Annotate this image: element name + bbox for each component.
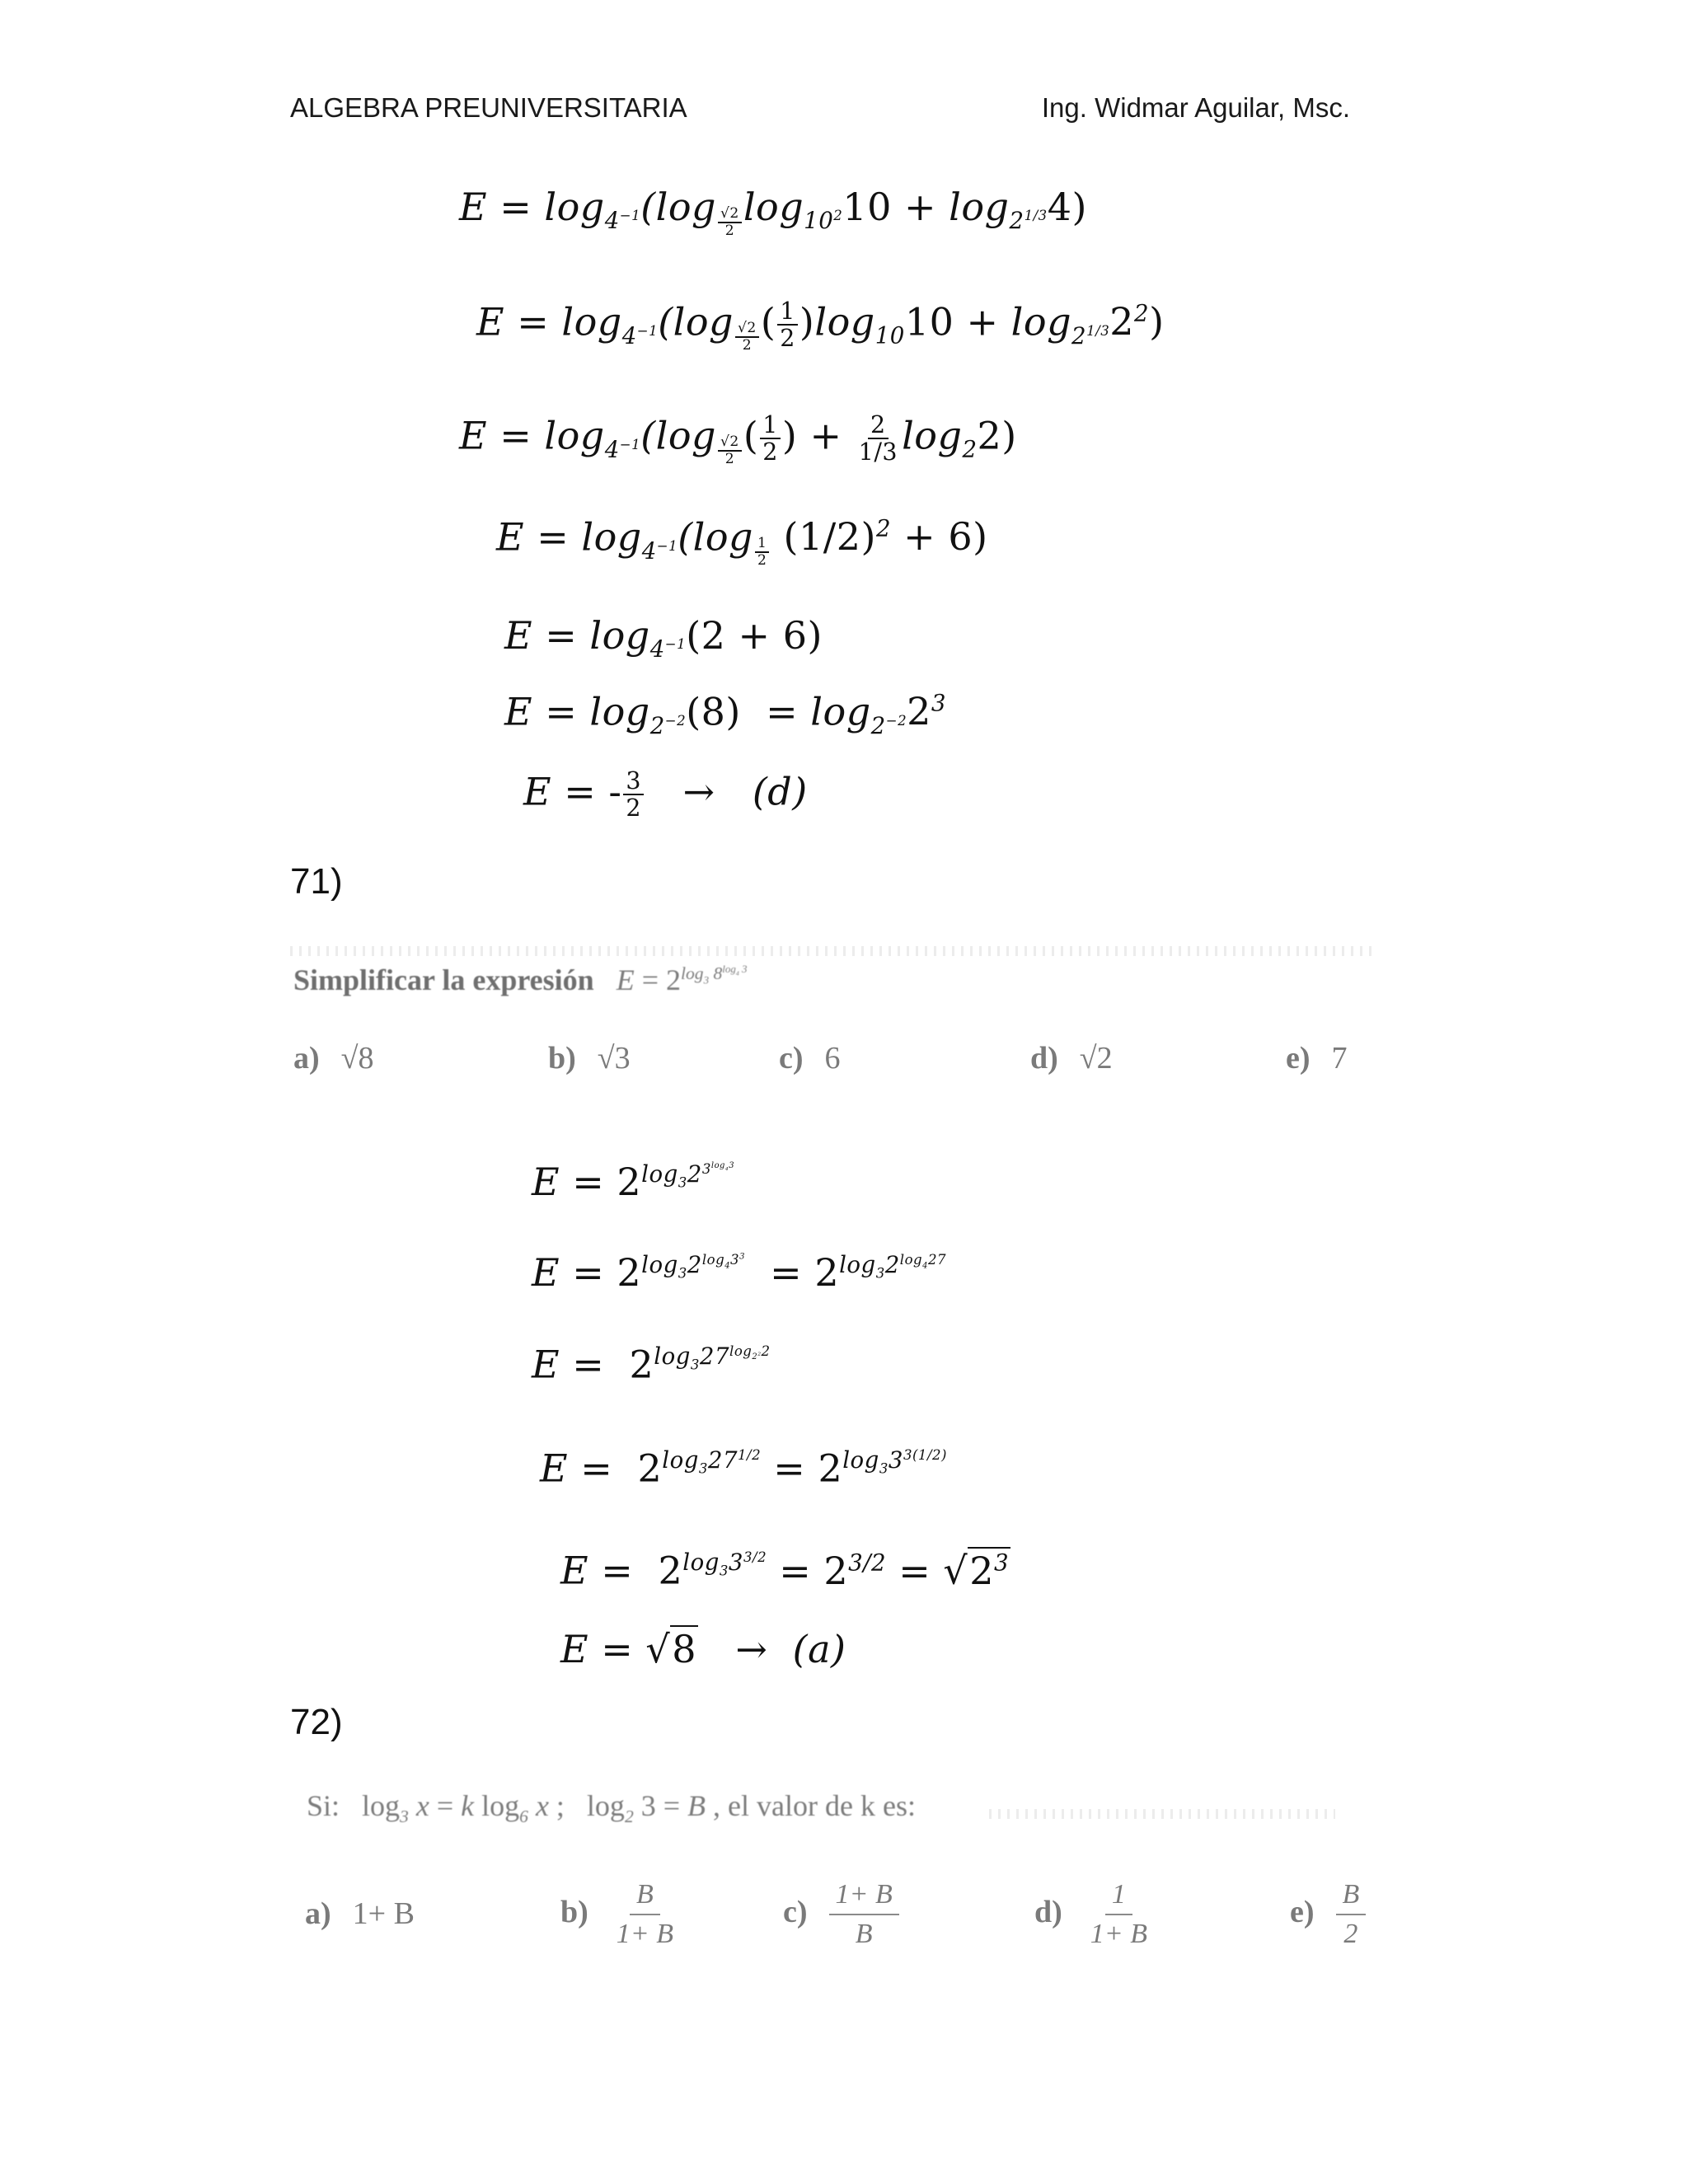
problem-72-number: 72)	[290, 1702, 343, 1742]
equation-line-6: $E = \log_{2^{-2}}(8) = \log_{2^{-2}}2^3$	[504, 689, 946, 739]
solution-71-line-6: E = √8 → (a)	[560, 1627, 846, 1671]
equation-line-3: $E = \log_{4^{-1}}(\log$ $_{\frac{√2}{2}}$ ( $\frac{1}{2}$ ) + $\frac{2}{1/3}$ $\log_22$)	[459, 411, 1017, 468]
equation-line-7: E = - $\frac{3}{2}$ → (d)	[523, 767, 808, 823]
problem-71-option-a: a) √8	[293, 1041, 374, 1076]
solution-71-line-2: $E = 2^{log_32^{log_43^3}} = 2^{log_32^{log_427}}$	[532, 1250, 947, 1296]
problem-71-option-c: c) 6	[779, 1041, 841, 1076]
equation-line-2: $E = \log_{4^{-1}}(\log$ $_{\frac{√2}{2}}$ ( $\frac{1}{2}$ )$\log_{10}10 + \log_{2^{1/3}}2^2$)	[476, 298, 1165, 354]
solution-71-line-1: $E = 2^{log_32^{3^{log_43}}}$	[532, 1160, 735, 1205]
answer-71: (a)	[792, 1627, 846, 1671]
header-author: Ing. Widmar Aguilar, Msc.	[1041, 92, 1350, 123]
problem-72-option-b: b) $\frac{B}{1+ B}$	[560, 1879, 674, 1949]
problem-71-statement: Simplificar la expresión $E = 2^{log_3 8^{log_4 3}}$	[293, 963, 748, 997]
problem-71-number: 71)	[290, 861, 343, 902]
problem-71-prefix: Simplificar la expresión	[293, 963, 594, 997]
solution-71-line-3: $E = 2^{log_327^{log_{2^2}2}}$	[532, 1342, 771, 1387]
equation-line-1: $E = \log_{4^{-1}}(\log$ $_{\frac{√2}{2}}$ $\log_{10^2}10 + \log_{2^{1/3}}4$)	[459, 185, 1087, 239]
problem-71-option-d: d) √2	[1030, 1041, 1113, 1076]
problem-71-option-b: b) √3	[548, 1041, 631, 1076]
solution-71-line-5: $E = 2^{log_33^{3/2}} = 2^{3/2} = √2^3$	[560, 1548, 1010, 1593]
problem-72-option-e: e) $\frac{B}{2}$	[1290, 1879, 1366, 1950]
answer-70: (d)	[752, 769, 808, 814]
solution-71-line-4: $E = 2^{log_327^{1/2}} = 2^{log_33^{3(1/2)}}$	[540, 1446, 948, 1491]
problem-71-option-e: e) 7	[1286, 1041, 1348, 1076]
problem-72-option-c: c) $\frac{1+ B}{B}$	[783, 1879, 899, 1950]
problem-72-statement: Si: $\log_3 x = k$ $\log_6 x$ ; $\log_2 3 = B$ , el valor de k es:	[307, 1789, 916, 1827]
equation-line-4: $E = \log_{4^{-1}}(\log$ $_{\frac{1}{2}}$ $(1/2)^2 + 6$)	[496, 514, 988, 569]
equation-line-5: $E = \log_{4^{-1}}(2 + 6)$	[504, 613, 823, 663]
problem-72-option-d: d) $\frac{1}{1+ B}$	[1034, 1879, 1148, 1949]
problem-72-option-a: a) 1+ B	[305, 1896, 415, 1931]
header-title: ALGEBRA PREUNIVERSITARIA	[290, 92, 687, 123]
problem-72-suffix: , el valor de k es:	[713, 1789, 916, 1822]
scan-noise	[989, 1809, 1335, 1819]
problem-72-prefix: Si:	[307, 1789, 340, 1822]
scan-noise	[290, 946, 1378, 956]
